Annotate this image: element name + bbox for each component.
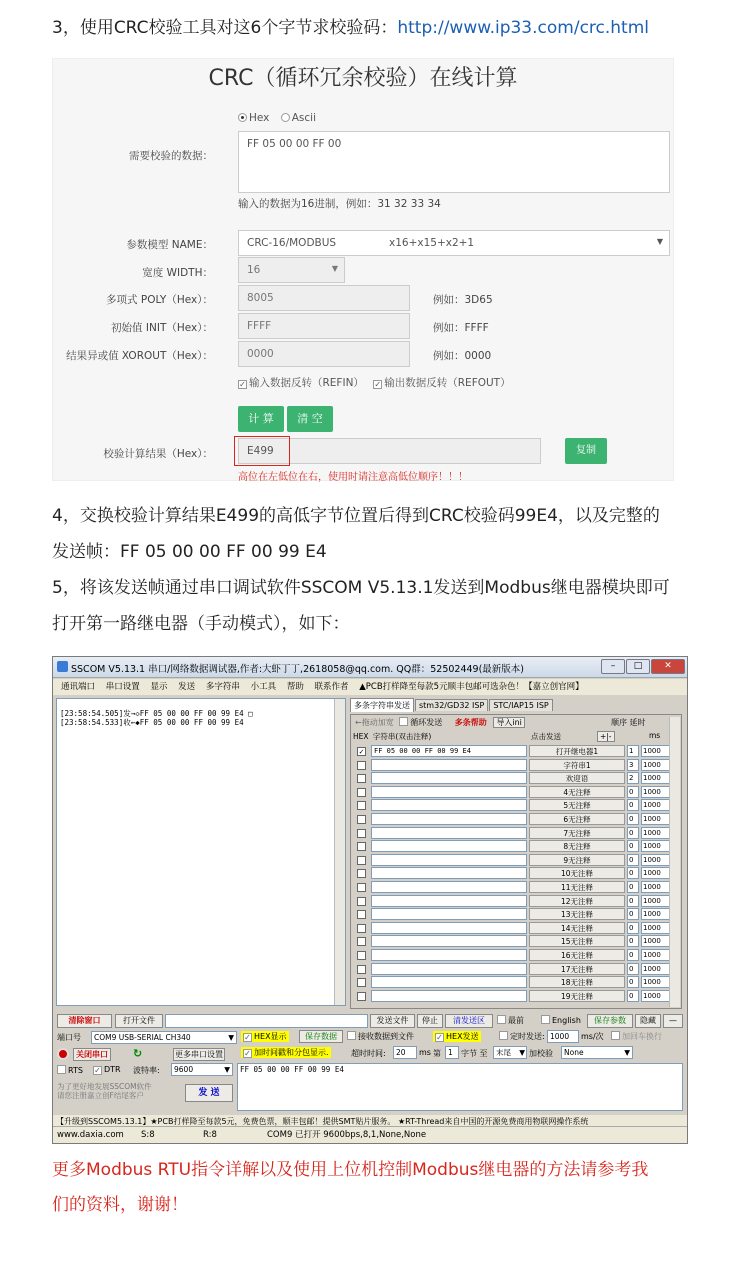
row-send-button[interactable]: 11无注释 [529, 881, 625, 893]
row-send-button[interactable]: 12无注释 [529, 895, 625, 907]
poly-example: 例如：3D65 [433, 294, 493, 306]
more-settings-button[interactable]: 更多串口设置 [175, 1050, 223, 1059]
row-hex-checkbox[interactable] [357, 761, 366, 770]
row-string-input[interactable] [371, 840, 527, 852]
row-send-button[interactable]: 18无注释 [529, 976, 625, 988]
add-remove-buttons[interactable]: +|- [597, 731, 615, 742]
row-delay-input[interactable]: 1000 [641, 745, 671, 757]
row-hex-checkbox[interactable] [357, 937, 366, 946]
dropdown-arrow-icon: ▼ [519, 1048, 525, 1057]
row-order-input[interactable]: 0 [627, 895, 639, 907]
row-string-input[interactable] [371, 854, 527, 866]
row-order-input[interactable]: 0 [627, 854, 639, 866]
list-scrollbar[interactable] [669, 717, 680, 1007]
init-label: 初始值 INIT（Hex）： [111, 322, 213, 334]
hex-radio[interactable]: Hex [238, 112, 269, 124]
timeout-label: 超时时间: [351, 1049, 386, 1058]
width-value: 16 [247, 264, 261, 276]
send-input[interactable]: FF 05 00 00 FF 00 99 E4 [237, 1063, 683, 1111]
row-send-button[interactable]: 6无注释 [529, 813, 625, 825]
row-hex-checkbox[interactable]: ✓ [358, 748, 365, 756]
baud-label: 波特率: [133, 1066, 160, 1075]
status-website[interactable]: www.daxia.com [57, 1130, 124, 1140]
row-string-input[interactable]: FF 05 00 00 FF 00 99 E4 [371, 745, 527, 757]
row-string-input[interactable] [371, 772, 527, 784]
row-order-input[interactable]: 1 [627, 745, 639, 757]
row-string-input[interactable] [371, 813, 527, 825]
poly-label: 多项式 POLY（Hex）： [106, 294, 213, 306]
row-order-input[interactable]: 0 [627, 949, 639, 961]
row-send-button[interactable]: 19无注释 [529, 990, 625, 1002]
model-poly-text: x16+x15+x2+1 [389, 237, 475, 249]
init-input[interactable]: FFFF [238, 313, 410, 339]
xorout-label: 结果异或值 XOROUT（Hex）： [66, 350, 213, 362]
log-line: [23:58:54.533]收←◆FF 05 00 00 FF 00 99 E4 [60, 718, 244, 727]
menu-multi-string[interactable]: 多字符串 [205, 682, 240, 692]
row-hex-checkbox[interactable] [357, 897, 366, 906]
clear-window-button[interactable]: 清除窗口 [57, 1014, 112, 1028]
string-row [355, 963, 677, 976]
timed-unit: ms/次 [581, 1032, 604, 1041]
collapse-icon[interactable]: — [663, 1014, 683, 1028]
checksum-label: 加校验 [529, 1049, 553, 1058]
hex-display-checkbox[interactable]: ✓ HEX显示 [241, 1031, 289, 1042]
width-select[interactable] [238, 257, 345, 283]
tab-stc-isp[interactable]: STC/IAP15 ISP [489, 699, 552, 711]
hex-column-header: HEX [353, 732, 369, 741]
width-label: 宽度 WIDTH： [142, 267, 213, 279]
string-row [355, 935, 677, 948]
row-order-input[interactable]: 0 [627, 786, 639, 798]
row-send-button[interactable]: 17无注释 [529, 963, 625, 975]
close-icon[interactable]: ✕ [651, 659, 685, 674]
english-checkbox[interactable]: English [541, 1015, 581, 1025]
row-delay-input[interactable]: 1000 [641, 827, 671, 839]
row-hex-checkbox[interactable] [357, 924, 366, 933]
dropdown-arrow-icon: ▼ [228, 1033, 234, 1042]
row-order-input[interactable]: 0 [627, 922, 639, 934]
result-label: 校验计算结果（Hex）： [103, 448, 213, 460]
title-bar [53, 657, 687, 678]
row-string-input[interactable] [371, 976, 527, 988]
format-radio-group [238, 112, 316, 124]
row-order-input[interactable]: 0 [627, 840, 639, 852]
port-label: 端口号 [57, 1033, 81, 1042]
model-value: CRC-16/MODBUS [247, 237, 337, 249]
row-send-button[interactable]: 15无注释 [529, 935, 625, 947]
row-hex-checkbox[interactable] [357, 910, 366, 919]
order-delay-header [611, 717, 646, 728]
status-recv-count: R:8 [203, 1130, 217, 1140]
copy-button[interactable]: 复制 [565, 438, 607, 464]
string-row [355, 772, 677, 785]
dropdown-arrow-icon: ▼ [624, 1048, 630, 1057]
multi-toolbar [355, 717, 525, 728]
status-sent-count: S:8 [141, 1130, 155, 1140]
save-data-button[interactable]: 保存数据 [299, 1030, 343, 1043]
string-row [355, 840, 677, 853]
rts-checkbox[interactable]: RTS [57, 1065, 83, 1075]
drag-widen[interactable]: ←拖动加宽 [355, 718, 394, 727]
row-order-input[interactable]: 0 [627, 976, 639, 988]
open-file-button[interactable]: 打开文件 [115, 1014, 163, 1028]
crc-tool-link[interactable]: http://www.ip33.com/crc.html [397, 18, 649, 38]
row-hex-checkbox[interactable] [357, 801, 366, 810]
string-row [355, 799, 677, 812]
row-send-button[interactable]: 16无注释 [529, 949, 625, 961]
result-note: 高位在左低位在右，使用时请注意高低位顺序！！！ [238, 472, 468, 483]
string-column-header: 字符串(双击注释) [372, 732, 432, 741]
step5-line2: 打开第一路继电器（手动模式），如下： [52, 614, 350, 634]
row-delay-input[interactable]: 1000 [641, 963, 671, 975]
import-ini-button[interactable]: 导入ini [493, 717, 525, 728]
string-row [355, 827, 677, 840]
window-title: SSCOM V5.13.1 串口/网络数据调试器,作者:大虾丁丁,2618058@qq.com. QQ群：52502449(最新版本) [71, 664, 525, 675]
row-hex-checkbox[interactable] [357, 829, 366, 838]
row-order-input[interactable]: 0 [627, 990, 639, 1002]
multi-string-panel [350, 698, 686, 1010]
ad-ticker[interactable]: 【升级到SSCOM5.13.1】★PCB打样降至每款5元，免费色票，顺丰包邮！提供SMT贴片服务。 ★RT-Thread来自中国的开源免费商用物联网操作系统 [53, 1115, 687, 1128]
log-line: [23:58:54.505]发→◇FF 05 00 00 FF 00 99 E4 □ [60, 709, 253, 718]
string-row [355, 759, 677, 772]
stop-button[interactable]: 停止 [417, 1014, 443, 1028]
port-status-icon [57, 1048, 69, 1060]
row-send-button[interactable]: 13无注释 [529, 908, 625, 920]
string-row [355, 881, 677, 894]
port-select[interactable]: COM9 USB-SERIAL CH340 ▼ [91, 1031, 237, 1044]
data-input[interactable]: FF 05 00 00 FF 00 [238, 131, 670, 193]
loop-send-checkbox[interactable] [399, 717, 408, 726]
row-hex-checkbox[interactable] [357, 774, 366, 783]
send-button[interactable]: 发 送 [185, 1084, 233, 1102]
string-row [355, 949, 677, 962]
clear-button[interactable]: 清 空 [287, 406, 333, 432]
timed-send-checkbox[interactable]: 定时发送: [499, 1031, 545, 1042]
row-hex-checkbox[interactable] [357, 965, 366, 974]
receive-scrollbar[interactable] [334, 699, 345, 1005]
row-hex-checkbox[interactable] [357, 978, 366, 987]
tab-strip [350, 698, 554, 712]
tab-stm32-isp[interactable]: stm32/GD32 ISP [415, 699, 488, 711]
string-row [355, 908, 677, 921]
control-area [53, 1010, 687, 1144]
timeout-unit: ms [419, 1048, 431, 1057]
string-row [355, 867, 677, 880]
row-order-input[interactable]: 0 [627, 963, 639, 975]
string-row [355, 786, 677, 799]
send-file-button[interactable]: 发送文件 [370, 1014, 415, 1028]
row-order-input[interactable]: 0 [627, 867, 639, 879]
row-string-input[interactable] [371, 827, 527, 839]
ms-header: ms [649, 731, 661, 740]
row-send-button[interactable]: 字符串1 [529, 759, 625, 771]
row-delay-input[interactable]: 1000 [641, 759, 671, 771]
step3-text: 3，使用CRC校验工具对这6个字节求校验码： [52, 18, 398, 38]
init-example: 例如：FFFF [433, 322, 489, 334]
row-hex-checkbox[interactable] [357, 883, 366, 892]
row-send-button[interactable]: 8无注释 [529, 840, 625, 852]
row-hex-checkbox[interactable] [357, 815, 366, 824]
menu-bar [53, 679, 687, 695]
ascii-radio[interactable]: Ascii [281, 112, 316, 124]
row-hex-checkbox[interactable] [357, 788, 366, 797]
step3-paragraph [52, 18, 649, 38]
row-order-input[interactable]: 0 [627, 935, 639, 947]
minimize-icon[interactable]: – [601, 659, 625, 674]
row-string-input[interactable] [371, 786, 527, 798]
status-port-info: COM9 已打开 9600bps,8,1,None,None [267, 1130, 427, 1140]
column-headers [353, 731, 673, 742]
row-string-input[interactable] [371, 990, 527, 1002]
multi-string-list [350, 714, 682, 1009]
row-string-input[interactable] [371, 759, 527, 771]
row-string-input[interactable] [371, 922, 527, 934]
string-row [355, 813, 677, 826]
menu-display[interactable]: 显示 [150, 682, 168, 692]
calculate-button[interactable]: 计 算 [238, 406, 284, 432]
row-send-button[interactable]: 4无注释 [529, 786, 625, 798]
row-send-button[interactable]: 5无注释 [529, 799, 625, 811]
order-header: 顺序 [611, 718, 627, 727]
timeout-input[interactable]: 20 [393, 1046, 417, 1059]
dropdown-arrow-icon: ▼ [224, 1065, 230, 1074]
step4-line1: 4，交换校验计算结果E499的高低字节位置后得到CRC校验码99E4，以及完整的 [52, 506, 660, 526]
refin-checkbox[interactable]: ✓ 输入数据反转（REFIN） [239, 377, 364, 389]
loop-send-label: 循环发送 [410, 718, 443, 727]
recv-to-file-checkbox[interactable]: 接收数据到文件 [347, 1031, 414, 1042]
dtr-checkbox[interactable]: ✓ DTR [94, 1065, 121, 1075]
byte-start-input[interactable]: 1 [445, 1046, 459, 1059]
byte-label: 第 [433, 1049, 441, 1058]
row-string-input[interactable] [371, 935, 527, 947]
row-send-button[interactable]: 9无注释 [529, 854, 625, 866]
row-delay-input[interactable]: 1000 [641, 772, 671, 784]
maximize-icon[interactable]: □ [626, 659, 650, 674]
row-send-button[interactable]: 7无注释 [529, 827, 625, 839]
tab-multi-string[interactable]: 多条字符串发送 [350, 698, 414, 712]
row-send-button[interactable]: 14无注释 [529, 922, 625, 934]
string-row [355, 990, 677, 1003]
menu-port[interactable]: 通讯端口 [61, 682, 96, 692]
row-string-input[interactable] [371, 799, 527, 811]
menu-tools[interactable]: 小工具 [250, 682, 277, 692]
string-row [355, 895, 677, 908]
save-params-button[interactable]: 保存参数 [587, 1014, 633, 1028]
footer-line2: 们的资料，谢谢！ [52, 1195, 188, 1215]
row-delay-input[interactable]: 1000 [641, 799, 671, 811]
row-string-input[interactable] [371, 908, 527, 920]
string-row [355, 745, 677, 758]
baud-select[interactable]: 9600 ▼ [171, 1063, 233, 1076]
row-string-input[interactable] [371, 867, 527, 879]
row-hex-checkbox[interactable] [357, 856, 366, 865]
click-send-header: 点击发送 [531, 732, 561, 741]
timestamp-checkbox[interactable]: ✓ 加时间戳和分包显示. [241, 1047, 331, 1058]
step5-line1: 5，将该发送帧通过串口调试软件SSCOM V5.13.1发送到Modbus继电器模块即可 [52, 578, 670, 598]
row-order-input[interactable]: 0 [627, 799, 639, 811]
row-string-input[interactable] [371, 895, 527, 907]
model-select[interactable] [238, 230, 670, 256]
dropdown-arrow-icon: ▼ [656, 237, 663, 246]
row-send-button[interactable]: 欢迎语 [529, 772, 625, 784]
refout-checkbox[interactable]: ✓ 输出数据反转（REFOUT） [374, 377, 511, 389]
crc-tool-panel [52, 58, 674, 481]
row-hex-checkbox[interactable] [357, 992, 366, 1001]
row-send-button[interactable]: 打开继电器1 [529, 745, 625, 757]
row-order-input[interactable]: 0 [627, 813, 639, 825]
row-delay-input[interactable]: 1000 [641, 895, 671, 907]
register-promo[interactable]: 为了更好地发展SSCOM软件 请您注册嘉立创F结尾客户 [57, 1082, 152, 1100]
row-delay-input[interactable]: 1000 [641, 990, 671, 1002]
menu-send[interactable]: 发送 [178, 682, 196, 692]
hide-button[interactable]: 隐藏 [635, 1014, 661, 1028]
result-value: E499 [234, 436, 290, 466]
add-crlf-checkbox[interactable]: 加回车换行 [611, 1031, 662, 1042]
status-bar [53, 1126, 687, 1143]
row-order-input[interactable]: 3 [627, 759, 639, 771]
dropdown-arrow-icon: ▼ [331, 264, 338, 273]
footer-line1: 更多Modbus RTU指令详解以及使用上位机控制Modbus继电器的方法请参考我 [52, 1160, 649, 1180]
poly-input[interactable]: 8005 [238, 285, 410, 311]
row-delay-input[interactable]: 1000 [641, 840, 671, 852]
crc-tool-title: CRC（循环冗余校验）在线计算 [208, 66, 518, 91]
data-label: 需要校验的数据： [129, 150, 213, 162]
delay-header: 延时 [629, 718, 646, 727]
string-row [355, 922, 677, 935]
close-port-button[interactable]: 关闭串口 [73, 1048, 111, 1061]
timed-interval-input[interactable]: 1000 [547, 1030, 579, 1043]
row-delay-input[interactable]: 1000 [641, 935, 671, 947]
string-row [355, 854, 677, 867]
hex-send-checkbox[interactable]: ✓ HEX发送 [433, 1031, 481, 1042]
row-string-input[interactable] [371, 963, 527, 975]
clear-send-button[interactable]: 清发送区 [445, 1014, 493, 1028]
byte-end-select[interactable]: 末尾 ▼ [493, 1046, 527, 1059]
refresh-icon[interactable]: ↻ [133, 1047, 143, 1060]
row-hex-checkbox[interactable] [357, 869, 366, 878]
reflect-options [238, 375, 511, 390]
row-send-button[interactable]: 10无注释 [529, 867, 625, 879]
row-delay-input[interactable]: 1000 [641, 881, 671, 893]
row-delay-input[interactable]: 1000 [641, 922, 671, 934]
row-delay-input[interactable]: 1000 [641, 854, 671, 866]
row-order-input[interactable]: 0 [627, 881, 639, 893]
xorout-input[interactable]: 0000 [238, 341, 410, 367]
menu-serial-settings[interactable]: 串口设置 [105, 682, 140, 692]
topmost-checkbox[interactable]: 最前 [497, 1015, 524, 1026]
menu-contact[interactable]: 联系作者 [314, 682, 349, 692]
byte-unit: 字节 至 [461, 1049, 488, 1058]
row-order-input[interactable]: 0 [627, 827, 639, 839]
data-hint: 输入的数据为16进制，例如：31 32 33 34 [238, 198, 441, 210]
sscom-window [52, 656, 688, 1144]
string-row [355, 976, 677, 989]
row-delay-input[interactable]: 1000 [641, 908, 671, 920]
row-hex-checkbox[interactable] [357, 842, 366, 851]
step4-line2: 发送帧：FF 05 00 00 FF 00 99 E4 [52, 542, 327, 562]
xorout-example: 例如：0000 [433, 350, 492, 362]
row-order-input[interactable]: 2 [627, 772, 639, 784]
row-order-input[interactable]: 0 [627, 908, 639, 920]
row-delay-input[interactable]: 1000 [641, 813, 671, 825]
row-hex-checkbox[interactable] [357, 951, 366, 960]
row-delay-input[interactable]: 1000 [641, 949, 671, 961]
row-delay-input[interactable]: 1000 [641, 867, 671, 879]
multi-help-link[interactable]: 多条帮助 [454, 718, 487, 727]
row-delay-input[interactable]: 1000 [641, 976, 671, 988]
model-label: 参数模型 NAME： [126, 239, 213, 251]
menu-ad[interactable]: ▲PCB打样降至每款5元顺丰包邮可选杂色！【嘉立创官网】 [359, 682, 584, 692]
file-path-input[interactable] [165, 1014, 368, 1028]
app-icon [57, 661, 68, 672]
checksum-select[interactable]: None ▼ [561, 1046, 633, 1059]
row-delay-input[interactable]: 1000 [641, 786, 671, 798]
menu-help[interactable]: 帮助 [286, 682, 304, 692]
row-string-input[interactable] [371, 881, 527, 893]
receive-area[interactable] [56, 698, 346, 1006]
row-string-input[interactable] [371, 949, 527, 961]
